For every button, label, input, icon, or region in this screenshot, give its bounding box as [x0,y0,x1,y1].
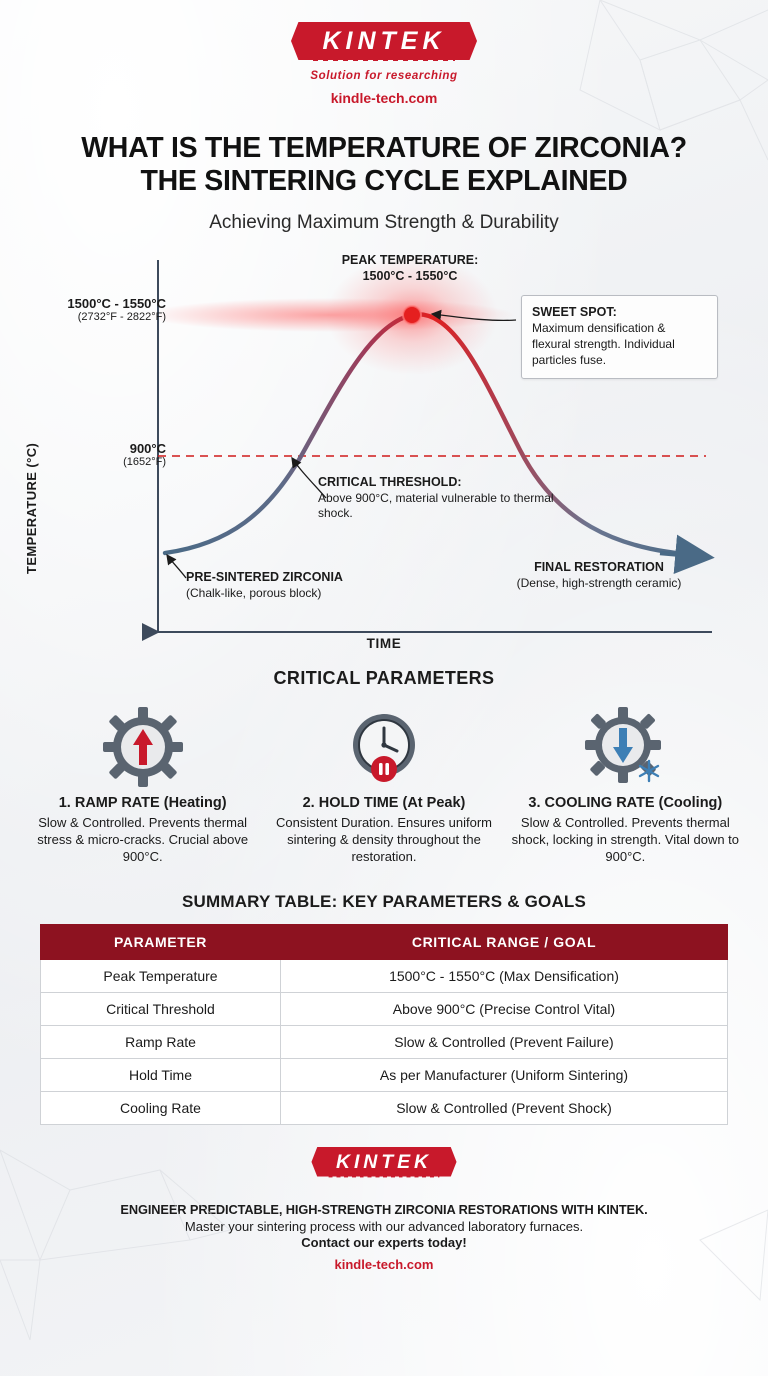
parameter-ramp-rate-name: 1. RAMP RATE (Heating) [58,795,227,812]
table-row [41,1058,728,1091]
y-tick-peak-sublabel: (2732°F - 2822°F) [77,311,166,324]
annotation-critical-head: CRITICAL THRESHOLD: [318,475,462,490]
table-header-goal: CRITICAL RANGE / GOAL [281,924,728,959]
table-row [41,1025,728,1058]
kintek-logo-footer [311,1147,456,1177]
table-cell-parameter: Cooling Rate [41,1091,281,1124]
annotation-pre-sintered [186,569,416,601]
parameters-title: CRITICAL PARAMETERS [273,668,495,689]
parameter-hold-time-desc: Consistent Duration. Ensures uniform sintering & density throughout the restoration. [275,815,493,865]
logo-tagline: Solution for researching [310,70,458,82]
parameter-ramp-rate-desc: Slow & Controlled. Prevents thermal stress & micro-cracks. Crucial above 900°C. [37,815,249,865]
table-cell-parameter: Peak Temperature [41,959,281,992]
annotation-final-restoration [474,559,724,591]
page-title-line1: WHAT IS THE TEMPERATURE OF ZIRCONIA? [81,132,687,164]
table-cell-parameter: Critical Threshold [41,992,281,1025]
parameter-cooling-rate-name: 3. COOLING RATE (Cooling) [528,795,723,812]
clock-pause-icon [269,705,498,789]
annotation-peak-body: 1500°C - 1550°C [362,269,458,284]
gear-down-arrow-snowflake-icon [511,705,740,789]
sintering-cycle-chart [0,244,768,664]
footer [0,1147,768,1272]
chart-x-axis-title: TIME [366,636,402,652]
table-cell-parameter: Hold Time [41,1058,281,1091]
parameter-hold-time [263,705,504,865]
table-cell-goal: Above 900°C (Precise Control Vital) [281,992,728,1025]
footer-line1: ENGINEER PREDICTABLE, HIGH-STRENGTH ZIRCONIA RESTORATIONS WITH KINTEK. [120,1201,648,1217]
table-header-parameter: PARAMETER [41,924,281,959]
table-cell-goal: As per Manufacturer (Uniform Sintering) [281,1058,728,1091]
table-header-row [41,924,728,959]
summary-table-title: SUMMARY TABLE: KEY PARAMETERS & GOALS [181,891,587,911]
logo-website: kindle-tech.com [330,90,438,106]
table-row [41,992,728,1025]
footer-line2: Master your sintering process with our advanced laboratory furnaces. [184,1218,584,1234]
footer-website[interactable]: kindle-tech.com [334,1256,434,1272]
y-tick-threshold-label: 900°C [129,441,166,457]
table-cell-goal: 1500°C - 1550°C (Max Densification) [281,959,728,992]
y-tick-peak [36,296,166,323]
logo-underline [313,57,454,61]
annotation-pre-sintered-body: (Chalk-like, porous block) [186,585,322,600]
table-cell-goal: Slow & Controlled (Prevent Failure) [281,1025,728,1058]
y-tick-threshold-sublabel: (1652°F) [123,456,166,469]
kintek-logo [291,22,477,60]
logo-underline-footer [329,1174,439,1177]
parameter-cooling-rate [505,705,746,865]
logo-wordmark-footer: KINTEK [336,1150,432,1172]
gear-up-arrow-icon [28,705,257,789]
page-title-line2: THE SINTERING CYCLE EXPLAINED [140,165,628,198]
annotation-final-head: FINAL RESTORATION [534,560,664,575]
logo-wordmark: KINTEK [322,26,446,55]
annotation-sweet-spot [521,295,718,378]
annotation-peak [300,252,520,285]
table-cell-goal: Slow & Controlled (Prevent Shock) [281,1091,728,1124]
summary-table [40,924,728,1125]
annotation-final-body: (Dense, high-strength ceramic) [516,575,682,590]
parameters-list [0,705,768,865]
table-row [41,1091,728,1124]
footer-line3: Contact our experts today! [301,1234,467,1250]
annotation-sweet-spot-head: SWEET SPOT: [532,305,617,320]
annotation-peak-head: PEAK TEMPERATURE: [341,253,479,268]
annotation-pre-sintered-head: PRE-SINTERED ZIRCONIA [186,570,343,585]
y-tick-threshold [36,441,166,468]
table-row [41,959,728,992]
annotation-critical-body: Above 900°C, material vulnerable to thermal shock. [318,490,554,521]
parameter-cooling-rate-desc: Slow & Controlled. Prevents thermal shock, locking in strength. Vital down to 900°C. [511,815,740,865]
brand-header [0,0,768,106]
table-cell-parameter: Ramp Rate [41,1025,281,1058]
page-title [0,132,768,198]
y-tick-peak-label: 1500°C - 1550°C [67,296,166,312]
chart-y-axis-title: TEMPERATURE (°C) [24,442,39,575]
annotation-sweet-spot-body: Maximum densification & flexural strength. Individual particles fuse. [532,320,675,367]
page-subtitle: Achieving Maximum Strength & Durability [209,212,559,234]
parameter-hold-time-name: 2. HOLD TIME (At Peak) [302,795,466,812]
annotation-critical-threshold [318,474,558,522]
parameter-ramp-rate [22,705,263,865]
